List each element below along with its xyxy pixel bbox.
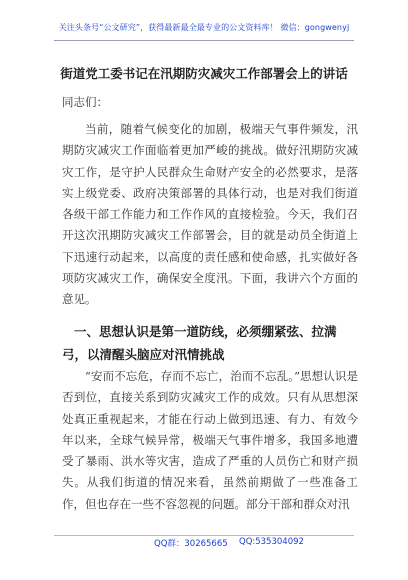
paragraph-intro: 当前，随着气候变化的加剧，极端天气事件频发，汛期防灾减灾工作面临着更加严峻的挑战。做好汛期防灾减灾工作，是守护人民群众生命财产安全的必然要求，是落实上级党委、政府决策部署的具体行动，也是对我们街道各级干部工作能力和工作作风的直接检验。今天，我们召开这次汛期防灾减灾工作部署会，目的就是动员全街道上下迅速行动起来，以高度的责任感和使命感，扎实做好各项防灾减灾工作，确保安全度汛。下面，我讲六个方面的意见。 [62, 122, 358, 307]
footer [0, 537, 408, 553]
section-heading-1: 一、思想认识是第一道防线，必须绷紧弦、拉满弓，以清醒头脑应对汛情挑战 [62, 324, 337, 362]
footer-divider [54, 535, 354, 536]
paragraph-section-1: “安而不忘危，存而不忘亡，治而不忘乱。”思想认识是否到位，直接关系到防灾减灾工作的成效。只有从思想深处真正重视起来，才能在行动上做到迅速、有力、有效今年以来，全球气候异常，极端天气事件增多，我国多地遭受了暴雨、洪水等灾害，造成了严重的人员伤亡和财产损失。从我们街道的情况来看，虽然前期做了一些准备工作，但也存在一些不容忽视的问题。部分干部和群众对汛 [62, 369, 358, 511]
header-divider [54, 40, 354, 41]
header-banner: 关注头条号“公文研究”，获得最新最全最专业的公文资料库！ 微信：gongwenyj [58, 23, 350, 32]
footer-qq-contact: QQ:535304092 [239, 537, 304, 547]
document-title: 街道党工委书记在汛期防灾减灾工作部署会上的讲话 [60, 66, 348, 81]
salutation: 同志们： [62, 95, 108, 109]
footer-qq-group: QQ群：30265665 [154, 539, 228, 549]
